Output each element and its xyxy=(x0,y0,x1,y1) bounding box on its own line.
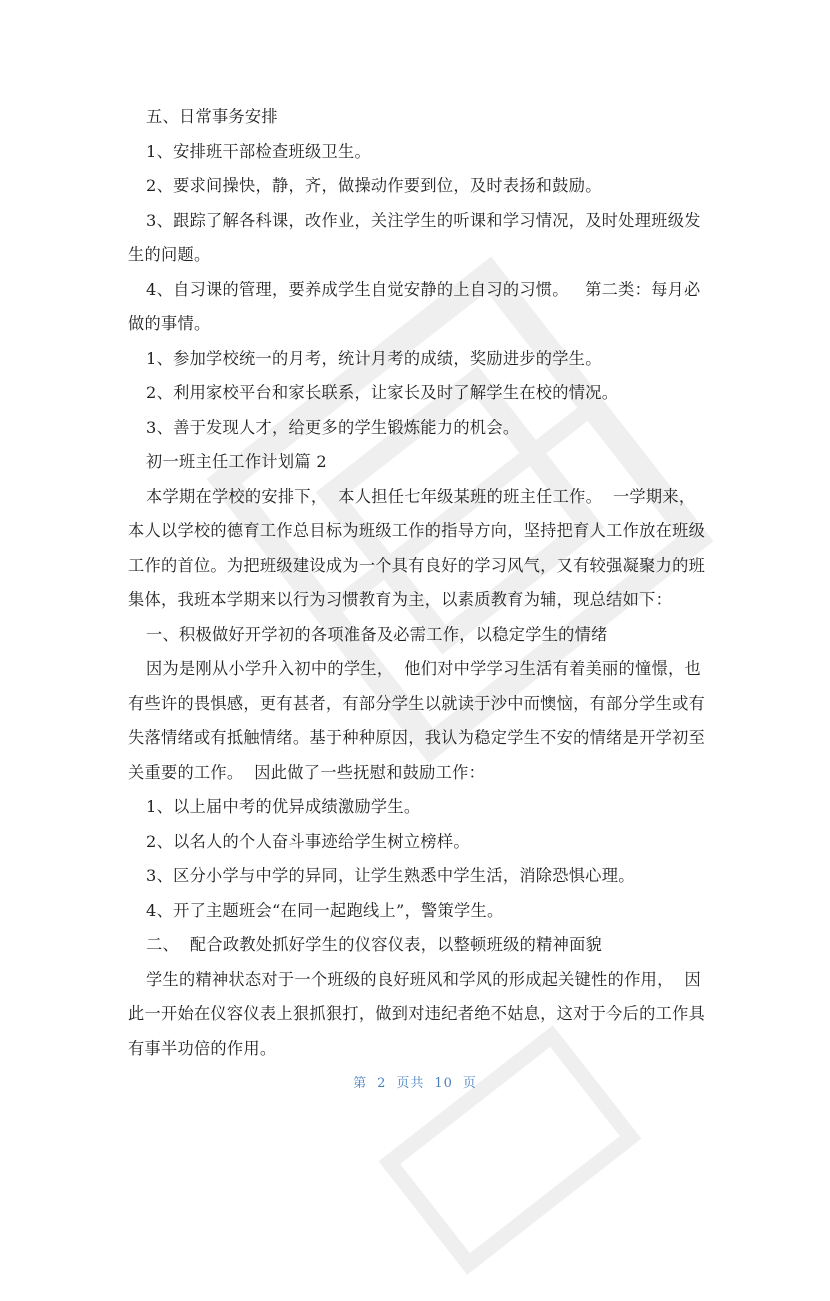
list-item: 3、跟踪了解各科课，改作业，关注学生的听课和学习情况，及时处理班级发生的问题。 xyxy=(128,210,701,264)
current-page-number: 2 xyxy=(377,1076,387,1091)
document-body xyxy=(128,100,708,1066)
footer-label-end: 页 xyxy=(462,1076,477,1091)
article-title: 初一班主任工作计划篇 2 xyxy=(146,452,327,471)
section-heading-daily-affairs: 五、日常事务安排 xyxy=(146,107,278,126)
paragraph: 本学期在学校的安排下， 本人担任七年级某班的班主任工作。 一学期来， 本人以学校的德育工作总目标为班级工作的指导方向，坚持把育人工作放在班级工作的首位。为把班级建设成为一个具有良好的学习风气，又有较强凝聚力的班集体，我班本学期来以行为习惯教育为主，以素质教育为辅，现总结如下： xyxy=(128,486,707,609)
total-pages-number: 10 xyxy=(434,1076,453,1091)
footer-label-page: 第 xyxy=(353,1076,368,1091)
list-item: 3、区分小学与中学的异同，让学生熟悉中学生活，消除恐惧心理。 xyxy=(146,866,635,885)
paragraph: 因为是刚从小学升入初中的学生， 他们对中学学习生活有着美丽的憧憬，也有些许的畏惧感，更有甚者，有部分学生以就读于沙中而懊恼，有部分学生或有失落情绪或有抵触情绪。基于种种原因，我认为稳定学生不安的情绪是开学初至关重要的工作。 因此做了一些抚慰和鼓励工作： xyxy=(128,659,706,782)
page-footer xyxy=(0,1072,830,1091)
list-item: 2、以名人的个人奋斗事迹给学生树立榜样。 xyxy=(146,831,470,851)
paragraph: 学生的精神状态对于一个班级的良好班风和学风的形成起关键性的作用， 因此一开始在仪容仪表上狠抓狠打，做到对违纪者绝不姑息，这对于今后的工作具有事半功倍的作用。 xyxy=(128,969,706,1058)
list-item: 2、要求间操快，静，齐，做操动作要到位，及时表扬和鼓励。 xyxy=(146,176,602,195)
list-item: 2、利用家校平台和家长联系，让家长及时了解学生在校的情况。 xyxy=(146,383,619,402)
list-item: 3、善于发现人才，给更多的学生锻炼能力的机会。 xyxy=(146,417,520,437)
section-heading: 二、 配合政教处抓好学生的仪容仪表，以整顿班级的精神面貌 xyxy=(146,935,603,954)
list-item: 1、以上届中考的优异成绩激励学生。 xyxy=(146,797,421,816)
section-heading: 一、积极做好开学初的各项准备及必需工作，以稳定学生的情绪 xyxy=(146,624,608,644)
list-item: 1、安排班干部检查班级卫生。 xyxy=(146,141,371,161)
list-item: 4、自习课的管理，要养成学生自觉安静的上自习的习惯。 第二类：每月必做的事情。 xyxy=(128,279,701,333)
list-item: 1、参加学校统一的月考，统计月考的成绩，奖励进步的学生。 xyxy=(146,348,602,368)
list-item: 4、开了主题班会“在同一起跑线上”，警策学生。 xyxy=(146,900,504,920)
footer-label-of: 页共 xyxy=(396,1076,425,1091)
